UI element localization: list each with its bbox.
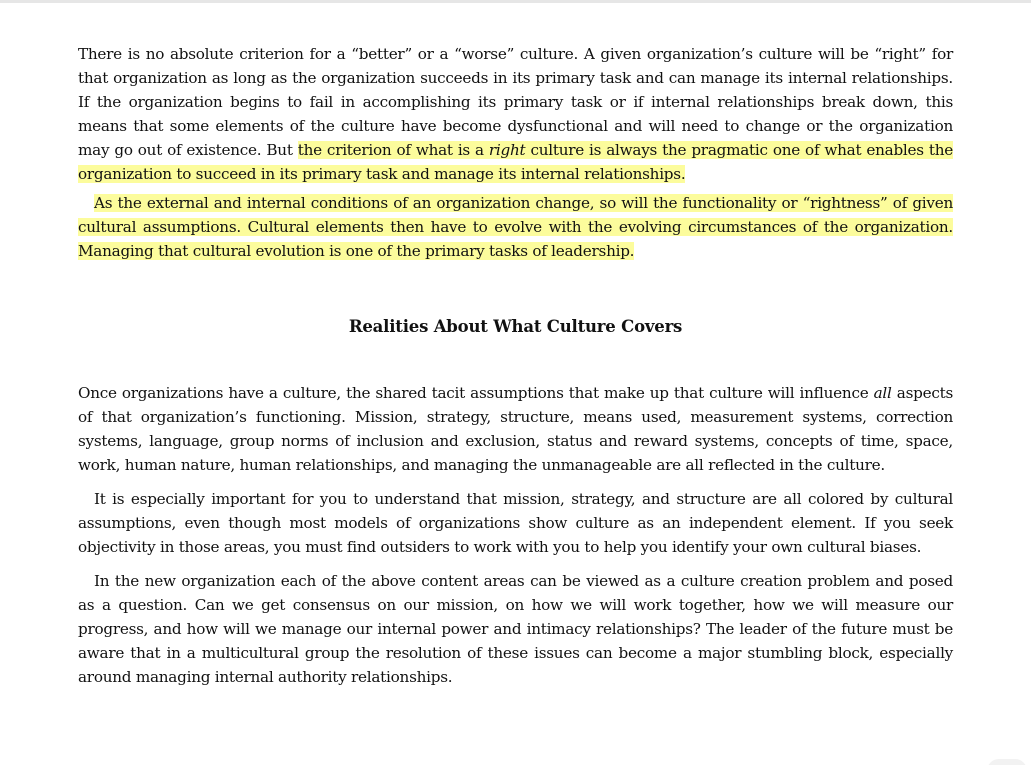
page-corner-tab — [987, 759, 1027, 765]
intro-text: There is no absolute criterion for a “better” or a “worse” culture. A given organization’s culture will be “right” for that organization as long as the organization succeeds in its primary task and can manage its internal relationships. If the organization begins to fail in accomplishing its primary task or if internal relationships break down, this means that some elements of the culture have become dysfunctional and will need to change or the organization may go out of existence. But — [78, 45, 953, 159]
emphasis-all: all — [873, 384, 892, 402]
highlight-2[interactable]: As the external and internal conditions of an organization change, so will the functionality or “rightness” of given cultural assumptions. Cultural elements then have to evolve with the evolving circumstances of the organization. Managing that cultural evolution is one of the primary tasks of leadership. — [78, 194, 953, 260]
highlight-text-b: culture is always the pragmatic one of what enables the organization to succeed in its primary task and manage its internal relationships. — [78, 141, 953, 183]
intro-paragraph-2 — [78, 191, 953, 263]
section-p1-text-a: Once organizations have a culture, the shared tacit assumptions that make up that culture will influence — [78, 384, 874, 402]
document-page — [78, 42, 953, 689]
top-border — [0, 0, 1031, 3]
section-paragraph-1 — [78, 381, 953, 477]
section-heading: Realities About What Culture Covers — [348, 317, 683, 336]
section-p1-text-b: aspects of that organization’s functioning. Mission, strategy, structure, means used, measurement systems, correction systems, language, group norms of inclusion and exclusion, status and reward systems, concepts of time, space, work, human nature, human relationships, and managing the unmanageable are all reflected in the culture. — [78, 384, 953, 474]
section-paragraph-2: It is especially important for you to understand that mission, strategy, and structure are all colored by cultural assumptions, even though most models of organizations show culture as an independent element. If you seek objectivity in those areas, you must find outsiders to work with you to help you identify your own cultural biases. — [78, 490, 953, 556]
emphasis-right: right — [488, 141, 526, 159]
intro-paragraph-1 — [78, 42, 953, 186]
highlight-text-a: the criterion of what is a — [297, 141, 489, 159]
section-paragraph-3: In the new organization each of the above content areas can be viewed as a culture creation problem and posed as a question. Can we get consensus on our mission, on how we will work together, how we will measure our progress, and how will we manage our internal power and intimacy relationships? The leader of the future must be aware that in a multicultural group the resolution of these issues can become a major stumbling block, especially around managing internal authority relationships. — [78, 572, 953, 686]
